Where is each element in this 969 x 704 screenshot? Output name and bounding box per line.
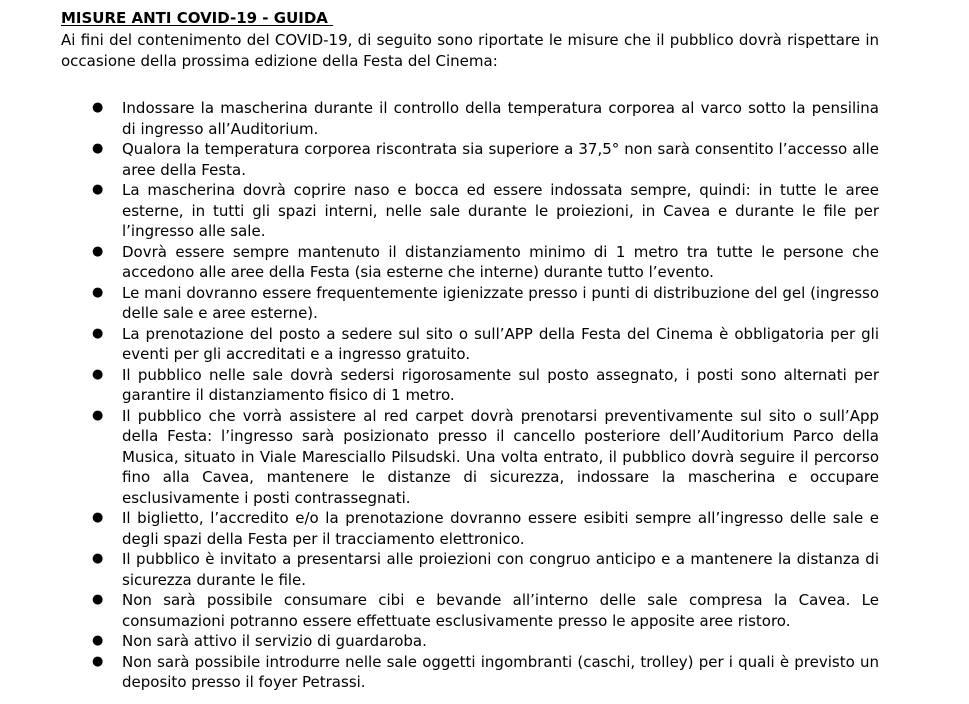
measure-item (61, 631, 879, 652)
measure-item (61, 652, 879, 693)
document-title: MISURE ANTI COVID-19 - GUIDA (61, 9, 334, 27)
measure-text: Dovrà essere sempre mantenuto il distanziamento minimo di 1 metro tra tutte le persone che accedono alle aree della Festa (sia esterne che interne) durante tutto l’evento. (122, 242, 879, 281)
measure-text: Non sarà possibile consumare cibi e bevande all’interno delle sale compresa la Cavea. Le consumazioni potranno essere effettuate esclusivamente presso le apposite aree ristoro. (122, 591, 879, 630)
measure-text: La mascherina dovrà coprire naso e bocca ed essere indossata sempre, quindi: in tutte le aree esterne, in tutti gli spazi interni, nelle sale durante le proiezioni, in Cavea e durante le file per l’ingresso alle sale. (122, 181, 879, 240)
measure-text: Il biglietto, l’accredito e/o la prenotazione dovranno essere esibiti sempre all’ingresso delle sale e degli spazi della Festa per il tracciamento elettronico. (122, 509, 879, 548)
bullet-icon: ● (92, 141, 104, 156)
measure-text: Qualora la temperatura corporea riscontrata sia superiore a 37,5° non sarà consentito l’accesso alle aree della Festa. (122, 140, 879, 179)
measure-text: Il pubblico nelle sale dovrà sedersi rigorosamente sul posto assegnato, i posti sono alternati per garantire il distanziamento fisico di 1 metro. (122, 365, 879, 404)
measure-item (61, 406, 879, 509)
measure-item (61, 365, 879, 406)
measure-item (61, 98, 879, 139)
measure-text: Le mani dovranno essere frequentemente igienizzate presso i punti di distribuzione del gel (ingresso delle sale e aree esterne). (122, 283, 879, 322)
bullet-icon: ● (92, 284, 104, 300)
document-page (61, 9, 879, 693)
measure-text: Non sarà possibile introdurre nelle sale oggetti ingombranti (caschi, trolley) per i quali è previsto un deposito presso il foyer Petrassi. (122, 652, 879, 691)
measure-text: Il pubblico che vorrà assistere al red carpet dovrà prenotarsi preventivamente sul sito o sull’App della Festa: l’ingresso sarà posizionato presso il cancello posteriore dell’Auditorium Parco della Musica, situato in Viale Maresciallo Pilsudski. Una volta entrato, il pubblico dovrà seguire il percorso fino alla Cavea, mantenere le distanze di sicurezza, indossare la mascherina e occupare esclusivamente i posti contrassegnati. (122, 406, 879, 507)
measure-item (61, 549, 879, 590)
measure-item (61, 242, 879, 283)
measure-item (61, 324, 879, 365)
measures-list (61, 98, 879, 693)
measure-text: Il pubblico è invitato a presentarsi alle proiezioni con congruo anticipo e a mantenere la distanza di sicurezza durante le file. (122, 550, 879, 589)
bullet-icon: ● (92, 407, 104, 423)
bullet-icon: ● (92, 182, 104, 197)
measure-text: La prenotazione del posto a sedere sul sito o sull’APP della Festa del Cinema è obbligatoria per gli eventi per gli accreditati e a ingresso gratuito. (122, 324, 879, 363)
bullet-icon: ● (92, 653, 104, 669)
measure-item (61, 139, 879, 180)
bullet-icon: ● (92, 510, 104, 525)
measure-text: Non sarà attivo il servizio di guardaroba. (122, 632, 427, 650)
measure-item (61, 508, 879, 549)
intro-paragraph: Ai fini del contenimento del COVID-19, di seguito sono riportate le misure che il pubblico dovrà rispettare in occasione della prossima edizione della Festa del Cinema: (61, 31, 879, 70)
bullet-icon: ● (92, 551, 104, 566)
bullet-icon: ● (92, 592, 104, 607)
bullet-icon: ● (92, 325, 104, 341)
bullet-icon: ● (92, 243, 104, 259)
measure-item (61, 283, 879, 324)
bullet-icon: ● (92, 633, 104, 648)
measure-text: Indossare la mascherina durante il controllo della temperatura corporea al varco sotto la pensilina di ingresso all’Auditorium. (122, 99, 879, 138)
measure-item (61, 180, 879, 242)
bullet-icon: ● (92, 366, 104, 382)
measure-item (61, 590, 879, 631)
bullet-icon: ● (92, 100, 104, 115)
